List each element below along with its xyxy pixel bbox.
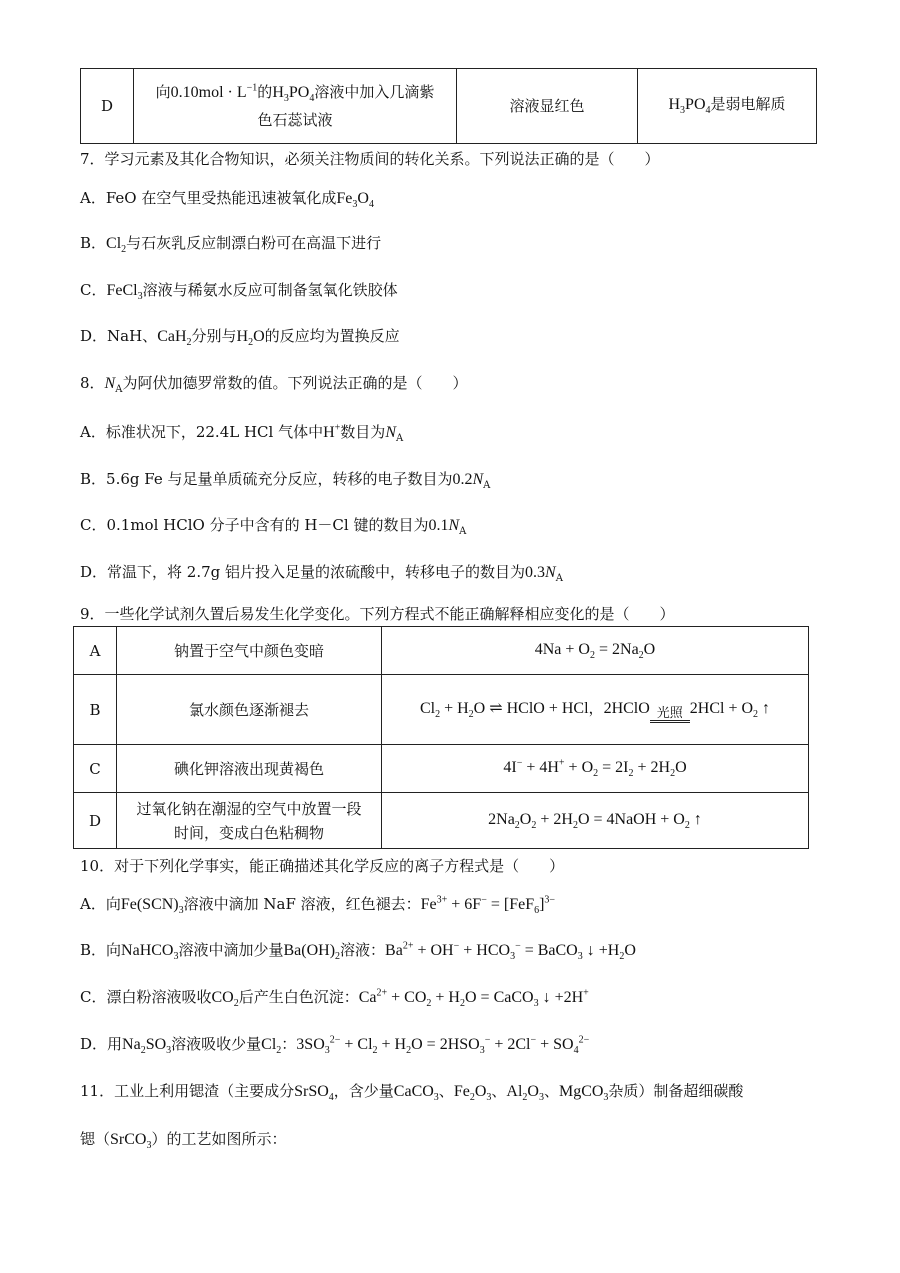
q8-option-d: D．常温下，将 2.7g 铝片投入足量的浓硫酸中，转移电子的数目为$0.3N_A$: [80, 563, 563, 584]
q7-option-c: C．FeCl$_3$溶液与稀氨水反应可制备氢氧化铁胶体: [80, 281, 398, 303]
row-label: D: [81, 69, 134, 144]
q9-table: [73, 626, 809, 849]
row-label: B: [74, 675, 117, 745]
table-row: [74, 793, 809, 849]
equation-cell: $2Na_2O_2 + 2H_2O$ = 4NaOH + $O_2$ ↑: [382, 793, 809, 849]
q7-option-b: B．$Cl_2$与石灰乳反应制漂白粉可在高温下进行: [80, 234, 382, 256]
q7-option-a: A．FeO 在空气里受热能迅速被氧化成$Fe_3O_4$: [80, 189, 374, 211]
phenomenon-cell: 过氧化钠在潮湿的空气中放置一段 时间，变成白色粘稠物: [117, 793, 382, 849]
phenomenon-cell: 碘化钾溶液出现黄褐色: [117, 745, 382, 793]
table-row: [74, 627, 809, 675]
equation-cell: $Cl_2 + H_2O$ ⇌ HClO + HCl，2HClO 光照 $2HCl + O_2$ ↑: [382, 675, 809, 745]
table-row: [74, 745, 809, 793]
q8-option-c: C．0.1mol HClO 分子中含有的 H－Cl 键的数目为$0.1N_A$: [80, 516, 467, 537]
top-table: [80, 68, 817, 144]
q7-stem: 7．学习元素及其化合物知识，必须关注物质间的转化关系。下列说法正确的是（ ）: [80, 150, 660, 168]
q8-stem: 8．$N_A$为阿伏加德罗常数的值。下列说法正确的是（ ）: [80, 374, 468, 395]
q8-option-a: A．标准状况下，22.4L HCl 气体中H+数目为$N_A$: [80, 422, 404, 444]
op-line2: 色石蕊试液: [257, 110, 333, 129]
q11-line2: 锶（SrCO$_3$）的工艺如图所示：: [80, 1130, 287, 1152]
q10-option-d: D．用$Na_2SO_3$溶液吸收少量$Cl_2$：$3SO_3^{2-} + Cl_2 + H_2O = 2HSO_3^- + 2Cl^- + SO_4^{2-}$: [80, 1034, 590, 1057]
q11-line1: 11．工业上利用锶渣（主要成分SrSO$_4$，含少量CaCO$_3$、$Fe_2O_3$、$Al_2O_3$、MgCO$_3$杂质）制备超细碳酸: [80, 1082, 744, 1104]
condition-light: 光照: [656, 705, 683, 721]
op-line1: 向$0.10mol \cdot L^{-1}$的$H_3PO_4$溶液中加入几滴紫: [155, 83, 435, 105]
q10-option-b: B．向NaHCO$_3$溶液中滴加少量$Ba(OH)_2$溶液：$Ba^{2+} + OH^- + HCO_3^-$ = BaCO$_3$ ↓ $+H_2O$: [80, 940, 636, 963]
equation-cell: $4Na + O_2 = 2Na_2O$: [382, 627, 809, 675]
q10-option-c: C．漂白粉溶液吸收$CO_2$后产生白色沉淀：$Ca^{2+} + CO_2 + H_2O$ = CaCO$_3$ ↓ +2H+: [80, 987, 589, 1010]
conclusion-cell: $H_3PO_4$是弱电解质: [638, 69, 817, 144]
q10-stem: 10．对于下列化学事实，能正确描述其化学反应的离子方程式是（ ）: [80, 857, 565, 875]
row-label: D: [74, 793, 117, 849]
row-label: A: [74, 627, 117, 675]
table-row: [74, 675, 809, 745]
table-row: [81, 69, 817, 144]
q8-option-b: B．5.6g Fe 与足量单质硫充分反应，转移的电子数目为$0.2N_A$: [80, 470, 491, 491]
equation-cell: $4I^- + 4H^+ + O_2 = 2I_2 + 2H_2O$: [382, 745, 809, 793]
q9-stem: 9．一些化学试剂久置后易发生化学变化。下列方程式不能正确解释相应变化的是（ ）: [80, 605, 675, 623]
q7-option-d: D．NaH、CaH$_2$分别与$H_2O$的反应均为置换反应: [80, 327, 400, 349]
phenomenon-cell: 溶液显红色: [457, 69, 638, 144]
operation-cell: [134, 69, 457, 144]
row-label: C: [74, 745, 117, 793]
q10-option-a: A．向$Fe(SCN)_3$溶液中滴加 NaF 溶液，红色褪去：$Fe^{3+} + 6F^- = [FeF_6]^{3-}$: [80, 894, 556, 917]
phenomenon-cell: 氯水颜色逐渐褪去: [117, 675, 382, 745]
phenomenon-cell: 钠置于空气中颜色变暗: [117, 627, 382, 675]
